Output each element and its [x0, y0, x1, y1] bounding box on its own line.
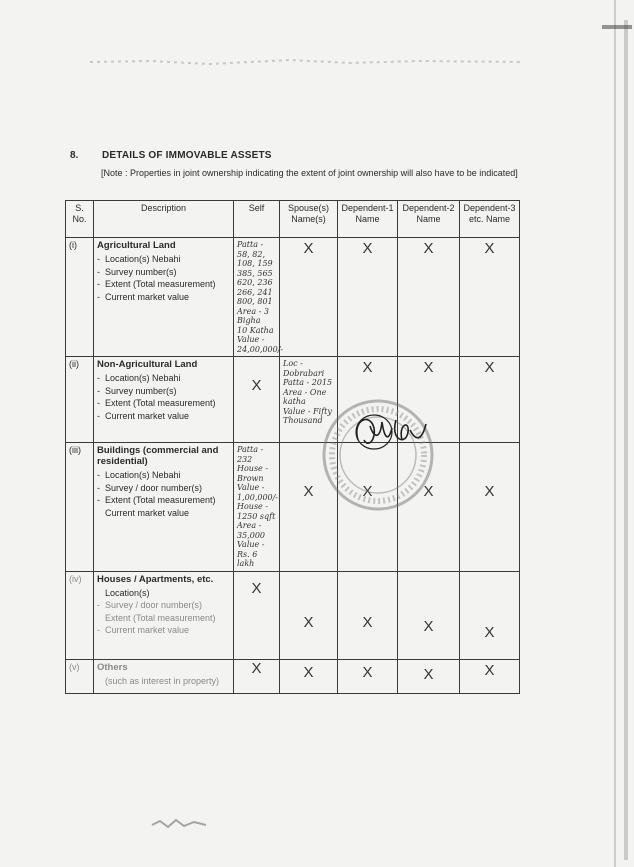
- col-header-self: Self: [234, 201, 280, 238]
- spouse-cross: X: [280, 571, 338, 659]
- row-title: Others: [97, 661, 128, 673]
- row-title: Non-Agricultural Land: [97, 359, 198, 370]
- col-header-dependent-3: Dependent-3 etc. Name: [460, 201, 520, 238]
- dependent-2-cross: X: [398, 571, 460, 659]
- table-row: [66, 238, 520, 357]
- row-item: - Extent (Total measurement): [97, 494, 230, 507]
- dependent-3-cross: X: [460, 659, 520, 693]
- spouse-handwritten: Loc - Dobrabari Patta - 2015 Area - One katha Value - Fifty Thousand: [280, 357, 338, 443]
- row-title: Agricultural Land: [97, 240, 176, 251]
- section-number: 8.: [70, 150, 79, 161]
- row-description: [94, 571, 234, 659]
- section-title: DETAILS OF IMMOVABLE ASSETS: [102, 150, 272, 161]
- row-item: (such as interest in property): [105, 675, 220, 686]
- row-item: - Extent (Total measurement): [97, 278, 230, 291]
- dependent-3-cross: X: [460, 238, 520, 357]
- dependent-3-cross: X: [460, 571, 520, 659]
- col-header-spouse: Spouse(s) Name(s): [280, 201, 338, 238]
- row-item: - Survey / door number(s): [97, 482, 230, 495]
- table-row: [66, 443, 520, 572]
- dependent-2-cross: X: [398, 238, 460, 357]
- dependent-1-cross: X: [338, 238, 398, 357]
- row-item: - Survey / door number(s): [97, 599, 230, 612]
- row-item: - Current market value: [97, 410, 230, 423]
- row-sno: (iv): [66, 571, 94, 659]
- row-description: [94, 659, 234, 693]
- dependent-2-cross: X: [398, 659, 460, 693]
- row-description: [94, 443, 234, 572]
- col-header-sno: S. No.: [66, 201, 94, 238]
- table-row: [66, 571, 520, 659]
- spouse-cross: X: [280, 443, 338, 572]
- row-title: Houses / Apartments, etc.: [97, 573, 214, 585]
- row-item: Current market value: [105, 507, 190, 518]
- spouse-cross: X: [280, 659, 338, 693]
- scan-edge-right: [594, 0, 634, 867]
- dependent-3-cross: X: [460, 357, 520, 443]
- row-item: - Location(s) Nebahi: [97, 372, 230, 385]
- row-item: - Current market value: [97, 624, 230, 637]
- self-handwritten: Patta - 232 House - Brown Value - 1,00,000/- House - 1250 sqft Area - 35,000 Value - Rs. 6 lakh: [234, 443, 280, 572]
- row-description: [94, 238, 234, 357]
- row-description: [94, 357, 234, 443]
- self-cross: X: [234, 659, 280, 693]
- self-handwritten: Patta - 58, 82, 108, 159 385, 565 620, 236 266, 241 800, 801 Area - 3 Bigha 10 Katha Value - 24,00,000/-: [234, 238, 280, 357]
- row-item: - Extent (Total measurement): [97, 397, 230, 410]
- immovable-assets-table: [65, 200, 520, 694]
- section-note: [Note : Properties in joint ownership indicating the extent of joint ownership will also have to be indicated]: [101, 168, 518, 178]
- row-item: - Location(s) Nebahi: [97, 253, 230, 266]
- row-sno: (v): [66, 659, 94, 693]
- row-item: Extent (Total measurement): [105, 612, 216, 623]
- scan-mark-bottom: [150, 815, 210, 831]
- table-row: [66, 357, 520, 443]
- table-row: [66, 659, 520, 693]
- col-header-dependent-1: Dependent-1 Name: [338, 201, 398, 238]
- dependent-1-cross: X: [338, 357, 398, 443]
- col-header-dependent-2: Dependent-2 Name: [398, 201, 460, 238]
- dependent-1-cross: X: [338, 571, 398, 659]
- dependent-1-cross: X: [338, 443, 398, 572]
- table-header-row: [66, 201, 520, 238]
- row-item: - Location(s) Nebahi: [97, 469, 230, 482]
- dependent-3-cross: X: [460, 443, 520, 572]
- dependent-2-cross: X: [398, 443, 460, 572]
- self-cross: X: [234, 357, 280, 443]
- row-item: - Current market value: [97, 291, 230, 304]
- row-item: - Survey number(s): [97, 266, 230, 279]
- col-header-description: Description: [94, 201, 234, 238]
- spouse-cross: X: [280, 238, 338, 357]
- signature: [350, 410, 430, 455]
- scan-noise-top: [90, 55, 520, 69]
- row-item: - Survey number(s): [97, 385, 230, 398]
- row-sno: (iii): [66, 443, 94, 572]
- row-title: Buildings (commercial and residential): [97, 445, 219, 467]
- self-cross: X: [234, 571, 280, 659]
- row-sno: (ii): [66, 357, 94, 443]
- dependent-2-cross: X: [398, 357, 460, 443]
- dependent-1-cross: X: [338, 659, 398, 693]
- row-item: Location(s): [105, 587, 150, 598]
- row-sno: (i): [66, 238, 94, 357]
